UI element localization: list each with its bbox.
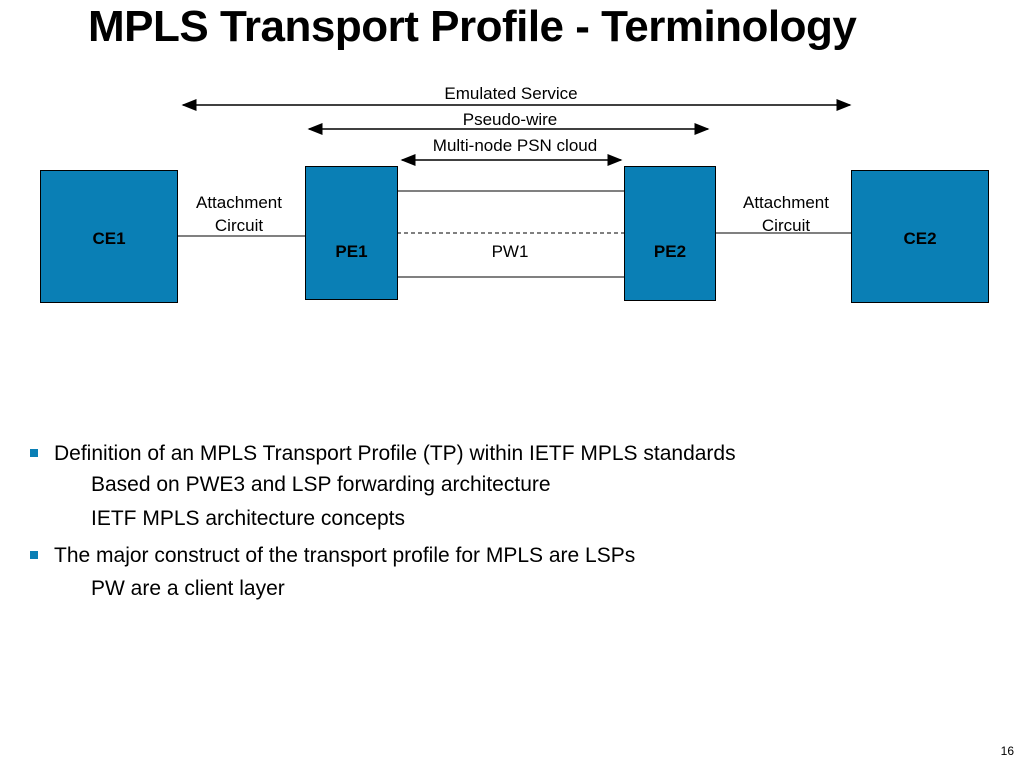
bullet-square-icon bbox=[30, 449, 38, 457]
pe2-label: PE2 bbox=[653, 242, 687, 261]
bullet-item bbox=[30, 440, 736, 468]
attachment-left-line1: Attachment bbox=[196, 193, 282, 212]
pe1-label: PE1 bbox=[335, 242, 368, 261]
ce1-node bbox=[40, 170, 178, 303]
attachment-right-line2: Circuit bbox=[761, 216, 811, 235]
emulated-service-label: Emulated Service bbox=[444, 84, 578, 103]
ce1-label: CE1 bbox=[92, 229, 126, 248]
pe1-node bbox=[305, 166, 398, 300]
attachment-left-line2: Circuit bbox=[214, 216, 264, 235]
ce2-label: CE2 bbox=[903, 229, 937, 248]
bullet-text: Definition of an MPLS Transport Profile (TP) within IETF MPLS standards bbox=[54, 442, 736, 465]
pseudo-wire-label: Pseudo-wire bbox=[462, 110, 558, 129]
bullet-text: The major construct of the transport profile for MPLS are LSPs bbox=[54, 544, 636, 567]
pe2-node bbox=[624, 166, 716, 301]
page-number: 16 bbox=[1000, 744, 1014, 758]
sub-bullet: IETF MPLS architecture concepts bbox=[91, 507, 405, 530]
attachment-circuit-left-label bbox=[196, 191, 282, 237]
ce2-node bbox=[851, 170, 989, 303]
psn-cloud-label: Multi-node PSN cloud bbox=[432, 136, 598, 155]
attachment-right-line1: Attachment bbox=[743, 193, 829, 212]
bullet-list bbox=[30, 440, 736, 608]
sub-bullet: Based on PWE3 and LSP forwarding architecture bbox=[91, 473, 551, 496]
sub-bullet: PW are a client layer bbox=[91, 577, 285, 600]
attachment-circuit-right-label bbox=[743, 191, 829, 237]
slide-title: MPLS Transport Profile - Terminology bbox=[88, 2, 857, 51]
pw1-label: PW1 bbox=[491, 242, 529, 261]
bullet-item bbox=[30, 542, 736, 570]
bullet-square-icon bbox=[30, 551, 38, 559]
